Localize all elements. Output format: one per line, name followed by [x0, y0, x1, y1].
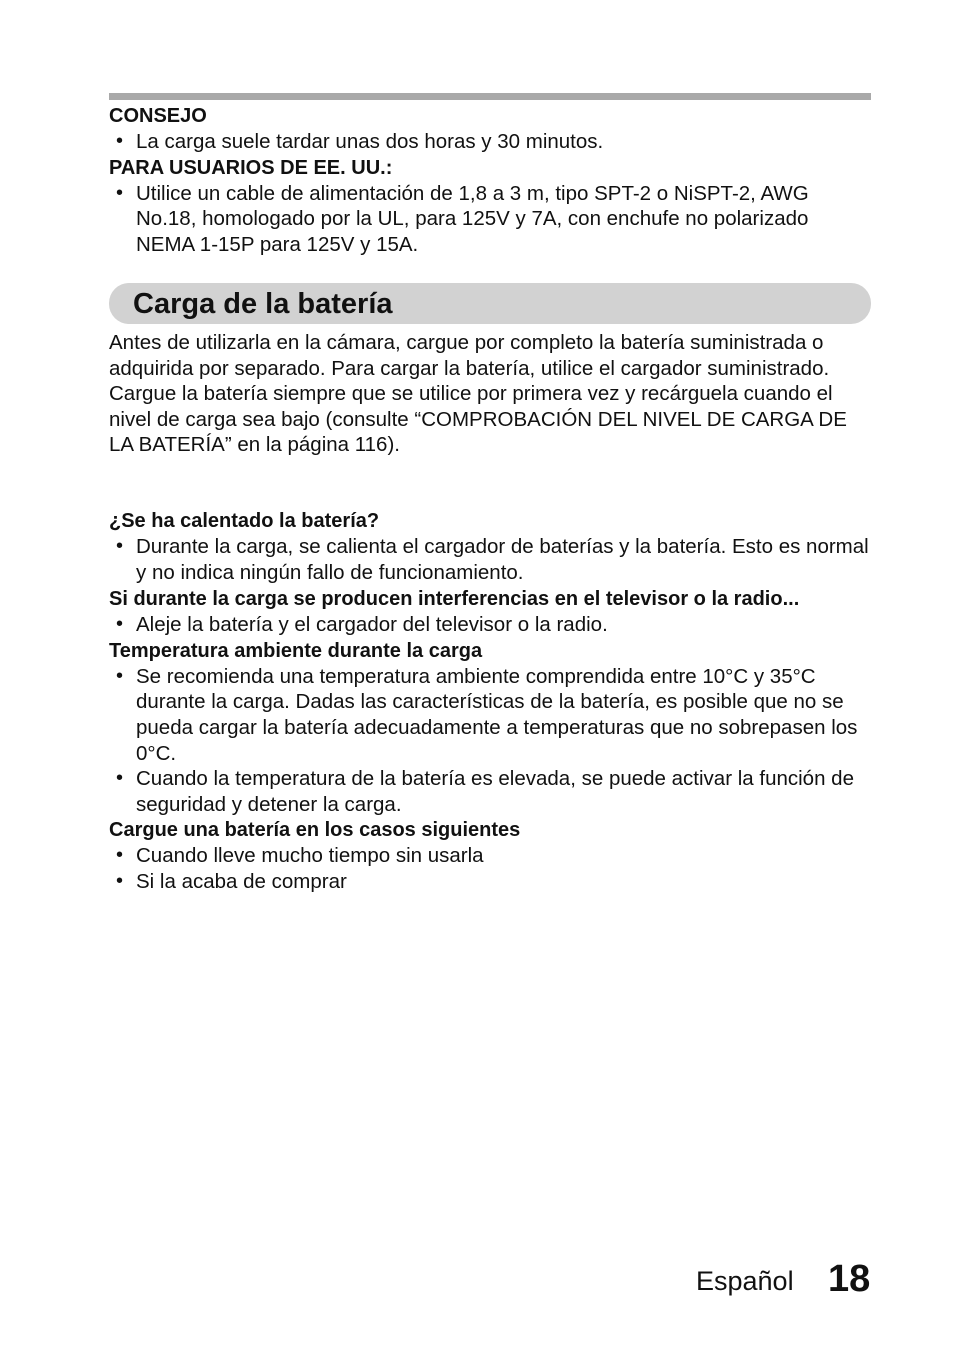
tip-block: [109, 104, 871, 257]
list-item: • Se recomienda una temperatura ambiente comprendida entre 10°C y 35°C durante la carga. Dadas las características de la batería, es posible que no se pueda cargar la batería adecuadamente a temperaturas que no sobrepasen los 0°C.: [116, 664, 858, 765]
when-to-charge-list: [109, 843, 871, 894]
temperature-heading: Temperatura ambiente durante la carga: [109, 639, 483, 662]
when-to-charge-heading: Cargue una batería en los casos siguientes: [109, 819, 521, 842]
bullet-icon: •: [116, 535, 124, 557]
footer-language: Español: [696, 1266, 794, 1296]
tip-heading: CONSEJO: [109, 105, 207, 127]
section-title: Carga de la batería: [133, 288, 393, 320]
intro-paragraph-1: Antes de utilizarla en la cámara, cargue por completo la batería suministrada o adquirida por separado. Para cargar la batería, utilice el cargador suministrado.: [109, 331, 830, 380]
list-item: • Cuando la temperatura de la batería es elevada, se puede activar la función de seguridad y detener la carga.: [116, 767, 854, 816]
intro-block: [109, 330, 871, 458]
bullet-icon: •: [116, 664, 124, 687]
us-users-heading: PARA USUARIOS DE EE. UU.:: [109, 156, 393, 179]
top-divider: [109, 93, 871, 100]
bullet-icon: •: [116, 767, 124, 790]
interference-list: [109, 612, 871, 638]
bullet-icon: •: [116, 181, 124, 204]
interference-heading: Si durante la carga se producen interferencias en el televisor o la radio...: [109, 588, 800, 611]
bullet-icon: •: [116, 844, 124, 867]
list-item: • Durante la carga, se calienta el cargador de baterías y la batería. Esto es normal y no indica ningún fallo de funcionamiento.: [116, 535, 869, 584]
battery-hot-heading: ¿Se ha calentado la batería?: [109, 510, 380, 532]
page-number: 18: [828, 1258, 871, 1300]
list-item: • La carga suele tardar unas dos horas y 30 minutos.: [116, 130, 604, 153]
list-item: • Utilice un cable de alimentación de 1,8 a 3 m, tipo SPT-2 o NiSPT-2, AWG No.18, homologado por la UL, para 125V y 7A, con enchufe no polarizado NEMA 1-15P para 125V y 15A.: [116, 181, 809, 256]
bullet-icon: •: [116, 130, 124, 152]
notes-block: [109, 509, 871, 895]
list-item: • Si la acaba de comprar: [116, 869, 347, 893]
battery-hot-list: [109, 534, 871, 585]
bullet-icon: •: [116, 869, 124, 892]
list-item: • Cuando lleve mucho tiempo sin usarla: [116, 844, 484, 868]
list-item: • Aleje la batería y el cargador del televisor o la radio.: [116, 613, 608, 637]
intro-paragraph-2: Cargue la batería siempre que se utilice por primera vez y recárguela cuando el nivel de carga sea bajo (consulte “COMPROBACIÓN DEL NIVEL DE CARGA DE LA BATERÍA” en la página 116).: [109, 382, 847, 457]
temperature-list: [109, 664, 871, 818]
us-users-list: [109, 181, 871, 258]
tip-list: [109, 129, 871, 155]
section-header: [109, 283, 871, 324]
bullet-icon: •: [116, 613, 124, 636]
